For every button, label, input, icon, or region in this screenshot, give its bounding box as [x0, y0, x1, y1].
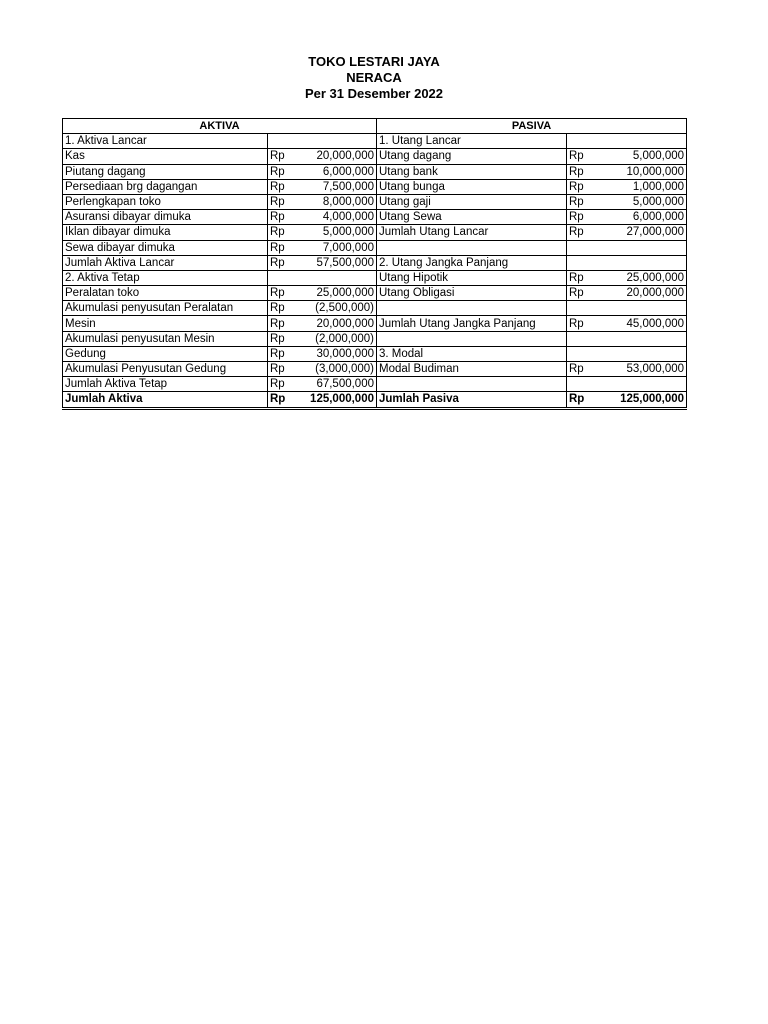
pasiva-label: Utang Sewa	[377, 210, 567, 225]
pasiva-amount: 20,000,000	[597, 286, 687, 301]
aktiva-currency: Rp	[268, 149, 297, 164]
aktiva-amount: 30,000,000	[297, 346, 377, 361]
aktiva-amount: (2,000,000)	[297, 331, 377, 346]
aktiva-currency	[268, 270, 297, 285]
balance-sheet-table	[62, 118, 687, 410]
company-name: TOKO LESTARI JAYA	[308, 54, 440, 69]
aktiva-label: Kas	[63, 149, 268, 164]
pasiva-amount: 6,000,000	[597, 210, 687, 225]
pasiva-amount	[597, 346, 687, 361]
pasiva-amount: 45,000,000	[597, 316, 687, 331]
pasiva-label: 3. Modal	[377, 346, 567, 361]
pasiva-label: Utang Hipotik	[377, 270, 567, 285]
pasiva-currency	[567, 134, 597, 149]
pasiva-amount	[597, 301, 687, 316]
aktiva-label: Akumulasi penyusutan Peralatan	[63, 301, 268, 316]
aktiva-currency: Rp	[268, 301, 297, 316]
pasiva-amount: 53,000,000	[597, 362, 687, 377]
table-row	[63, 346, 687, 361]
pasiva-label: Utang bank	[377, 164, 567, 179]
pasiva-currency: Rp	[567, 270, 597, 285]
total-pasiva-label: Jumlah Pasiva	[377, 392, 567, 408]
pasiva-currency: Rp	[567, 362, 597, 377]
aktiva-currency: Rp	[268, 210, 297, 225]
pasiva-currency: Rp	[567, 194, 597, 209]
table-row	[63, 331, 687, 346]
aktiva-currency: Rp	[268, 331, 297, 346]
pasiva-currency: Rp	[567, 286, 597, 301]
aktiva-label: Akumulasi penyusutan Mesin	[63, 331, 268, 346]
aktiva-amount: 67,500,000	[297, 377, 377, 392]
report-header	[0, 54, 748, 102]
table-row	[63, 225, 687, 240]
aktiva-label: Akumulasi Penyusutan Gedung	[63, 362, 268, 377]
pasiva-amount: 5,000,000	[597, 149, 687, 164]
table-row	[63, 240, 687, 255]
table-row	[63, 179, 687, 194]
aktiva-currency	[268, 134, 297, 149]
aktiva-amount	[297, 134, 377, 149]
table-row	[63, 362, 687, 377]
pasiva-label: Utang gaji	[377, 194, 567, 209]
pasiva-amount	[597, 377, 687, 392]
pasiva-currency: Rp	[567, 164, 597, 179]
pasiva-label: 1. Utang Lancar	[377, 134, 567, 149]
total-aktiva-currency: Rp	[268, 392, 297, 408]
pasiva-label: Utang bunga	[377, 179, 567, 194]
aktiva-currency: Rp	[268, 286, 297, 301]
pasiva-currency	[567, 331, 597, 346]
table-row	[63, 194, 687, 209]
aktiva-currency: Rp	[268, 377, 297, 392]
aktiva-amount: 25,000,000	[297, 286, 377, 301]
aktiva-label: Gedung	[63, 346, 268, 361]
aktiva-amount: 20,000,000	[297, 316, 377, 331]
pasiva-label	[377, 240, 567, 255]
pasiva-label: Modal Budiman	[377, 362, 567, 377]
pasiva-amount	[597, 240, 687, 255]
pasiva-amount: 5,000,000	[597, 194, 687, 209]
aktiva-label: Piutang dagang	[63, 164, 268, 179]
aktiva-amount: (3,000,000)	[297, 362, 377, 377]
aktiva-amount: (2,500,000)	[297, 301, 377, 316]
pasiva-label: Jumlah Utang Lancar	[377, 225, 567, 240]
total-row	[63, 392, 687, 408]
aktiva-amount: 7,000,000	[297, 240, 377, 255]
aktiva-currency: Rp	[268, 179, 297, 194]
table-row	[63, 210, 687, 225]
pasiva-currency	[567, 240, 597, 255]
aktiva-label: Mesin	[63, 316, 268, 331]
table-row	[63, 164, 687, 179]
report-title: NERACA	[346, 70, 402, 85]
pasiva-amount	[597, 331, 687, 346]
pasiva-label	[377, 331, 567, 346]
aktiva-amount: 20,000,000	[297, 149, 377, 164]
table-row	[63, 377, 687, 392]
pasiva-currency: Rp	[567, 316, 597, 331]
aktiva-label: Jumlah Aktiva Tetap	[63, 377, 268, 392]
total-aktiva-amount: 125,000,000	[297, 392, 377, 408]
aktiva-amount	[297, 270, 377, 285]
pasiva-currency: Rp	[567, 210, 597, 225]
table-row	[63, 301, 687, 316]
aktiva-label: 1. Aktiva Lancar	[63, 134, 268, 149]
pasiva-label	[377, 377, 567, 392]
aktiva-amount: 57,500,000	[297, 255, 377, 270]
table-row	[63, 286, 687, 301]
pasiva-label: Utang Obligasi	[377, 286, 567, 301]
aktiva-currency: Rp	[268, 225, 297, 240]
pasiva-currency	[567, 255, 597, 270]
table-row	[63, 149, 687, 164]
pasiva-amount: 25,000,000	[597, 270, 687, 285]
aktiva-label: Peralatan toko	[63, 286, 268, 301]
pasiva-label	[377, 301, 567, 316]
aktiva-amount: 5,000,000	[297, 225, 377, 240]
pasiva-currency: Rp	[567, 149, 597, 164]
table-row	[63, 134, 687, 149]
pasiva-label: Jumlah Utang Jangka Panjang	[377, 316, 567, 331]
aktiva-label: Asuransi dibayar dimuka	[63, 210, 268, 225]
table-row	[63, 316, 687, 331]
aktiva-currency: Rp	[268, 316, 297, 331]
aktiva-label: Sewa dibayar dimuka	[63, 240, 268, 255]
pasiva-amount	[597, 255, 687, 270]
aktiva-currency: Rp	[268, 164, 297, 179]
pasiva-currency: Rp	[567, 179, 597, 194]
aktiva-currency: Rp	[268, 240, 297, 255]
pasiva-amount: 10,000,000	[597, 164, 687, 179]
pasiva-label: 2. Utang Jangka Panjang	[377, 255, 567, 270]
pasiva-amount: 27,000,000	[597, 225, 687, 240]
aktiva-currency: Rp	[268, 346, 297, 361]
pasiva-currency	[567, 346, 597, 361]
aktiva-amount: 6,000,000	[297, 164, 377, 179]
aktiva-currency: Rp	[268, 194, 297, 209]
aktiva-label: Jumlah Aktiva Lancar	[63, 255, 268, 270]
aktiva-amount: 7,500,000	[297, 179, 377, 194]
table-header-row	[63, 119, 687, 134]
aktiva-currency: Rp	[268, 255, 297, 270]
report-period: Per 31 Desember 2022	[304, 86, 444, 101]
aktiva-label: Perlengkapan toko	[63, 194, 268, 209]
aktiva-label: 2. Aktiva Tetap	[63, 270, 268, 285]
pasiva-amount: 1,000,000	[597, 179, 687, 194]
aktiva-amount: 8,000,000	[297, 194, 377, 209]
pasiva-label: Utang dagang	[377, 149, 567, 164]
pasiva-currency	[567, 301, 597, 316]
total-pasiva-currency: Rp	[567, 392, 597, 408]
pasiva-currency	[567, 377, 597, 392]
pasiva-header: PASIVA	[377, 119, 687, 134]
aktiva-amount: 4,000,000	[297, 210, 377, 225]
total-aktiva-label: Jumlah Aktiva	[63, 392, 268, 408]
aktiva-header: AKTIVA	[63, 119, 377, 134]
table-body	[63, 134, 687, 392]
table-row	[63, 270, 687, 285]
pasiva-amount	[597, 134, 687, 149]
table-row	[63, 255, 687, 270]
aktiva-label: Iklan dibayar dimuka	[63, 225, 268, 240]
aktiva-label: Persediaan brg dagangan	[63, 179, 268, 194]
pasiva-currency: Rp	[567, 225, 597, 240]
total-pasiva-amount: 125,000,000	[597, 392, 687, 408]
aktiva-currency: Rp	[268, 362, 297, 377]
